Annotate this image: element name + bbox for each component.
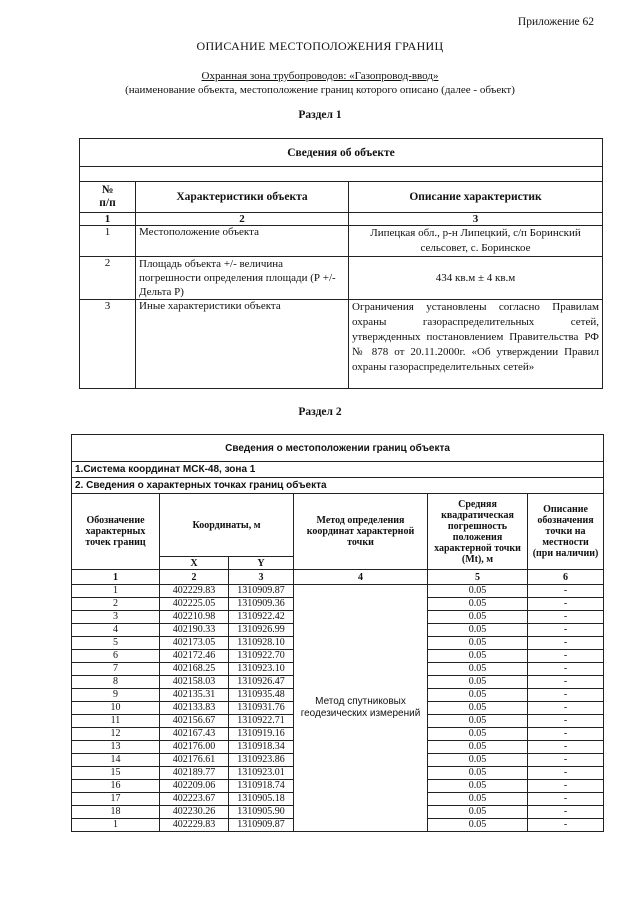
column-number: 3	[229, 570, 294, 585]
point-description: -	[528, 663, 604, 676]
point-y: 1310922.42	[229, 611, 294, 624]
point-x: 402168.25	[160, 663, 229, 676]
point-y: 1310922.70	[229, 650, 294, 663]
point-number: 15	[72, 767, 160, 780]
point-accuracy: 0.05	[428, 611, 528, 624]
point-y: 1310935.48	[229, 689, 294, 702]
column-number: 1	[72, 570, 160, 585]
point-x: 402229.83	[160, 585, 229, 598]
point-y: 1310923.86	[229, 754, 294, 767]
point-accuracy: 0.05	[428, 715, 528, 728]
point-accuracy: 0.05	[428, 585, 528, 598]
point-y: 1310928.10	[229, 637, 294, 650]
column-header-designation: Обозначение характерных точек границ	[72, 494, 160, 570]
row-number: 3	[80, 300, 136, 389]
point-description: -	[528, 585, 604, 598]
point-accuracy: 0.05	[428, 754, 528, 767]
point-description: -	[528, 650, 604, 663]
point-description: -	[528, 624, 604, 637]
point-x: 402190.33	[160, 624, 229, 637]
column-header-description: Описание характеристик	[349, 182, 603, 213]
column-number: 2	[160, 570, 229, 585]
point-y: 1310922.71	[229, 715, 294, 728]
point-number: 6	[72, 650, 160, 663]
column-number: 1	[80, 213, 136, 226]
point-x: 402156.67	[160, 715, 229, 728]
column-header-accuracy: Средняя квадратическая погрешность положения характерной точки (Mt), м	[428, 494, 528, 570]
point-accuracy: 0.05	[428, 780, 528, 793]
column-header-method: Метод определения координат характерной точки	[294, 494, 428, 570]
points-section-title: 2. Сведения о характерных точках границ объекта	[72, 478, 604, 494]
table-spacer	[80, 167, 603, 182]
column-header-y: Y	[229, 557, 294, 570]
row-number: 2	[80, 257, 136, 300]
column-number: 6	[528, 570, 604, 585]
point-y: 1310923.10	[229, 663, 294, 676]
point-description: -	[528, 637, 604, 650]
point-x: 402223.67	[160, 793, 229, 806]
object-name	[0, 70, 640, 82]
point-x: 402173.05	[160, 637, 229, 650]
method-cell: Метод спутниковых геодезических измерений	[294, 585, 428, 832]
point-accuracy: 0.05	[428, 637, 528, 650]
appendix-label: Приложение 62	[517, 16, 594, 28]
point-number: 10	[72, 702, 160, 715]
point-y: 1310909.36	[229, 598, 294, 611]
document-title: ОПИСАНИЕ МЕСТОПОЛОЖЕНИЯ ГРАНИЦ	[196, 39, 444, 53]
point-accuracy: 0.05	[428, 598, 528, 611]
point-description: -	[528, 806, 604, 819]
point-description: -	[528, 689, 604, 702]
column-number: 5	[428, 570, 528, 585]
row-characteristic: Площадь объекта +/- величина погрешности определения площади (Р +/- Дельта Р)	[136, 257, 349, 300]
object-name-note: (наименование объекта, местоположение границ которого описано (далее - объект)	[125, 84, 515, 96]
point-y: 1310909.87	[229, 585, 294, 598]
point-description: -	[528, 819, 604, 832]
point-accuracy: 0.05	[428, 624, 528, 637]
point-accuracy: 0.05	[428, 819, 528, 832]
boundary-caption: Сведения о местоположении границ объекта	[72, 435, 604, 462]
point-number: 3	[72, 611, 160, 624]
table-row	[80, 257, 603, 300]
point-number: 1	[72, 585, 160, 598]
point-number: 2	[72, 598, 160, 611]
point-accuracy: 0.05	[428, 741, 528, 754]
point-x: 402176.00	[160, 741, 229, 754]
point-y: 1310926.99	[229, 624, 294, 637]
point-number: 8	[72, 676, 160, 689]
point-number: 11	[72, 715, 160, 728]
object-info-caption: Сведения об объекте	[80, 139, 603, 167]
point-description: -	[528, 767, 604, 780]
table-row	[80, 300, 603, 389]
point-y: 1310931.76	[229, 702, 294, 715]
point-x: 402158.03	[160, 676, 229, 689]
row-value: Липецкая обл., р-н Липецкий, с/п Боринский сельсовет, с. Боринское	[349, 226, 603, 257]
column-header-characteristic: Характеристики объекта	[136, 182, 349, 213]
column-header-coordinates: Координаты, м	[160, 494, 294, 557]
section2-title: Раздел 2	[298, 406, 342, 418]
point-accuracy: 0.05	[428, 676, 528, 689]
point-accuracy: 0.05	[428, 728, 528, 741]
point-x: 402210.98	[160, 611, 229, 624]
point-x: 402172.46	[160, 650, 229, 663]
point-y: 1310905.18	[229, 793, 294, 806]
row-value: Ограничения установлены согласно Правилам охраны газораспределительных сетей, утвержденных постановлением Правительства РФ № 878 от 20.11.2000г. «Об утверждении Правил охраны газораспределительных сетей»	[349, 300, 603, 389]
point-description: -	[528, 611, 604, 624]
point-number: 4	[72, 624, 160, 637]
point-x: 402209.06	[160, 780, 229, 793]
point-x: 402167.43	[160, 728, 229, 741]
point-number: 14	[72, 754, 160, 767]
points-body	[72, 585, 604, 832]
point-row	[72, 585, 604, 598]
point-accuracy: 0.05	[428, 702, 528, 715]
point-number: 9	[72, 689, 160, 702]
point-y: 1310905.90	[229, 806, 294, 819]
point-x: 402135.31	[160, 689, 229, 702]
point-accuracy: 0.05	[428, 767, 528, 780]
point-accuracy: 0.05	[428, 689, 528, 702]
point-accuracy: 0.05	[428, 663, 528, 676]
row-value: 434 кв.м ± 4 кв.м	[349, 257, 603, 300]
object-name-text: Охранная зона трубопроводов: «Газопровод-ввод»	[201, 70, 439, 82]
point-x: 402176.61	[160, 754, 229, 767]
point-x: 402229.83	[160, 819, 229, 832]
point-x: 402189.77	[160, 767, 229, 780]
table-row	[80, 226, 603, 257]
point-x: 402225.05	[160, 598, 229, 611]
column-number: 4	[294, 570, 428, 585]
point-y: 1310909.87	[229, 819, 294, 832]
point-description: -	[528, 780, 604, 793]
section1-title: Раздел 1	[298, 109, 342, 121]
column-header-number: № п/п	[80, 182, 136, 213]
point-number: 1	[72, 819, 160, 832]
row-characteristic: Местоположение объекта	[136, 226, 349, 257]
point-description: -	[528, 728, 604, 741]
row-number: 1	[80, 226, 136, 257]
point-description: -	[528, 715, 604, 728]
column-number: 3	[349, 213, 603, 226]
point-accuracy: 0.05	[428, 793, 528, 806]
point-y: 1310923.01	[229, 767, 294, 780]
object-info-table	[79, 138, 603, 389]
column-number: 2	[136, 213, 349, 226]
point-x: 402133.83	[160, 702, 229, 715]
point-number: 7	[72, 663, 160, 676]
point-y: 1310918.34	[229, 741, 294, 754]
point-number: 13	[72, 741, 160, 754]
point-y: 1310919.16	[229, 728, 294, 741]
point-number: 12	[72, 728, 160, 741]
point-accuracy: 0.05	[428, 650, 528, 663]
boundary-points-table	[71, 434, 604, 832]
point-description: -	[528, 702, 604, 715]
row-characteristic: Иные характеристики объекта	[136, 300, 349, 389]
point-x: 402230.26	[160, 806, 229, 819]
point-number: 18	[72, 806, 160, 819]
point-number: 5	[72, 637, 160, 650]
column-header-x: X	[160, 557, 229, 570]
point-description: -	[528, 598, 604, 611]
point-description: -	[528, 676, 604, 689]
point-description: -	[528, 754, 604, 767]
column-header-point-description: Описание обозначения точки на местности (при наличии)	[528, 494, 604, 570]
point-accuracy: 0.05	[428, 806, 528, 819]
point-y: 1310926.47	[229, 676, 294, 689]
point-description: -	[528, 793, 604, 806]
point-number: 16	[72, 780, 160, 793]
point-number: 17	[72, 793, 160, 806]
point-y: 1310918.74	[229, 780, 294, 793]
coordinate-system: 1.Система координат МСК-48, зона 1	[72, 462, 604, 478]
point-description: -	[528, 741, 604, 754]
